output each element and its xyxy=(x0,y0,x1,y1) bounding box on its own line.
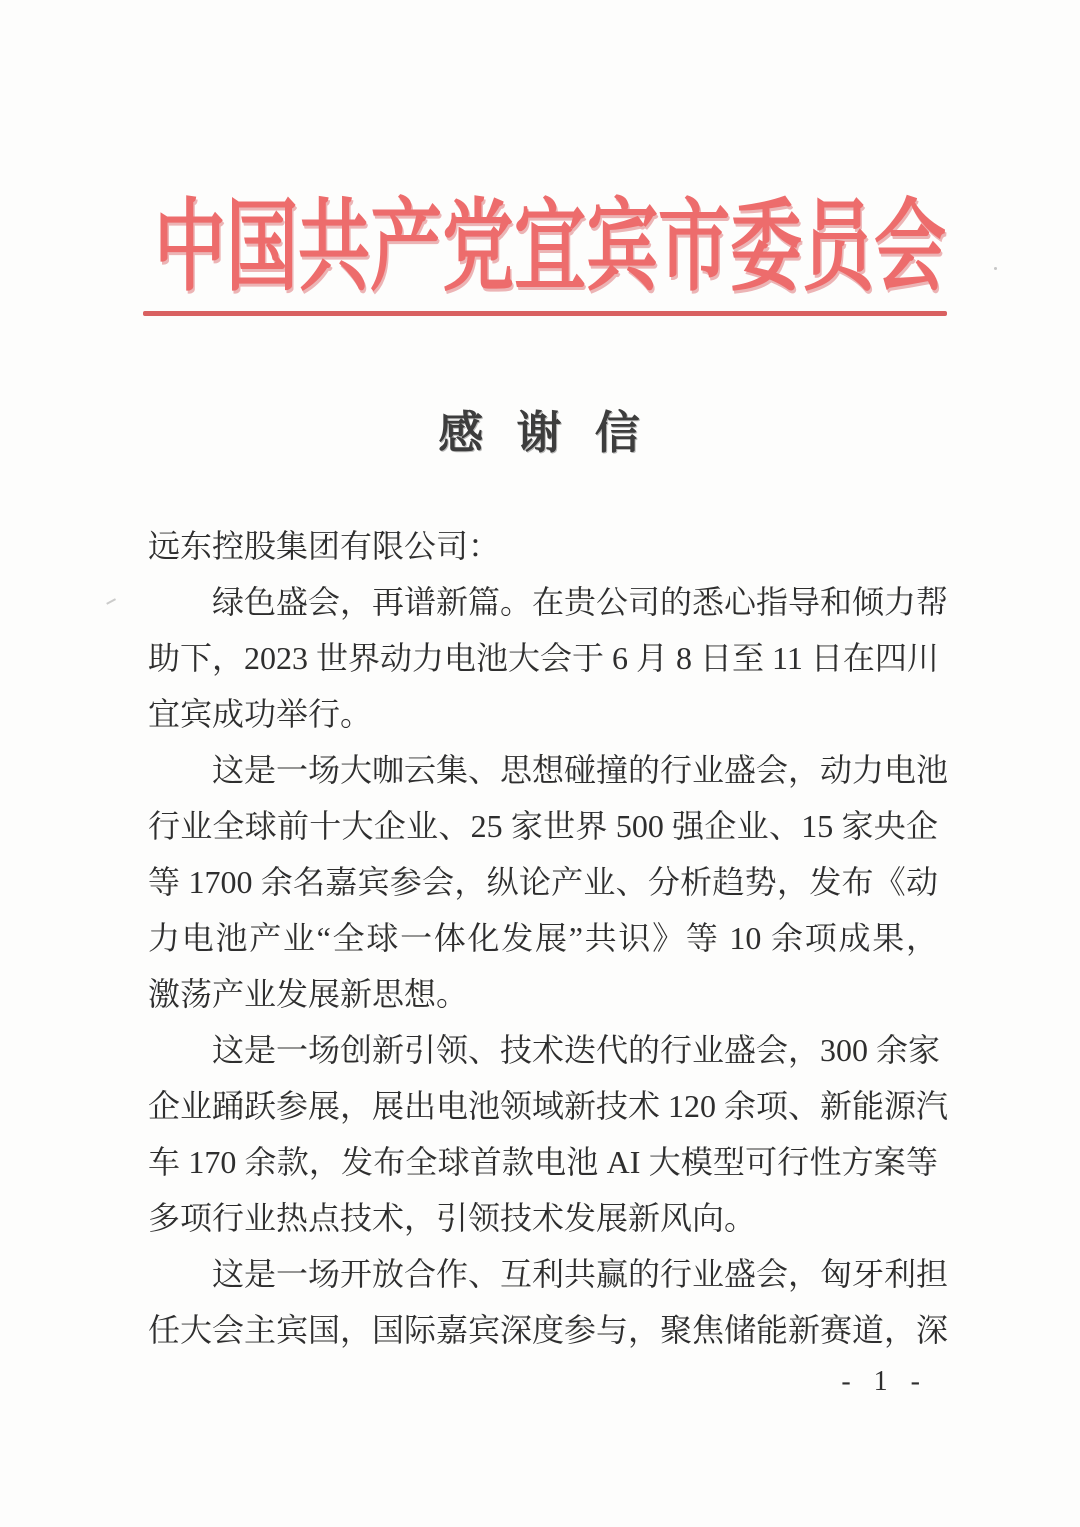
body-line: 任大会主宾国，国际嘉宾深度参与，聚焦储能新赛道，深 xyxy=(148,1312,949,1348)
letterhead xyxy=(0,188,1080,308)
letterhead-rule xyxy=(143,311,947,316)
body-line: 力电池产业“全球一体化发展”共识》等 10 余项成果， xyxy=(148,920,938,956)
body-line: 激荡产业发展新思想。 xyxy=(148,976,469,1012)
body-line: 绿色盛会，再谱新篇。在贵公司的悉心指导和倾力帮 xyxy=(212,584,949,620)
document-title: 感 谢 信 xyxy=(438,408,642,458)
body-line: 这是一场创新引领、技术迭代的行业盛会，300 余家 xyxy=(212,1032,941,1068)
body-line: 宜宾成功举行。 xyxy=(148,696,373,732)
letterhead-title: 中国共产党宜宾市委员会 xyxy=(153,192,946,303)
scan-speck xyxy=(102,590,116,604)
body-line: 这是一场开放合作、互利共赢的行业盛会，匈牙利担 xyxy=(212,1256,949,1292)
body-line: 多项行业热点技术，引领技术发展新风向。 xyxy=(148,1200,757,1236)
page-number: - 1 - xyxy=(841,1366,928,1397)
body-line: 等 1700 余名嘉宾参会，纵论产业、分析趋势，发布《动 xyxy=(148,864,938,900)
body-line: 车 170 余款，发布全球首款电池 AI 大模型可行性方案等 xyxy=(148,1144,938,1180)
body-line: 企业踊跃参展，展出电池领域新技术 120 余项、新能源汽 xyxy=(148,1088,949,1124)
body-line: 这是一场大咖云集、思想碰撞的行业盛会，动力电池 xyxy=(212,752,949,788)
body-line: 行业全球前十大企业、25 家世界 500 强企业、15 家央企 xyxy=(148,808,938,844)
body-line: 助下，2023 世界动力电池大会于 6 月 8 日至 11 日在四川 xyxy=(148,640,939,676)
letter-body xyxy=(148,518,949,1358)
scan-speck xyxy=(994,267,997,270)
body-line-salutation: 远东控股集团有限公司： xyxy=(148,528,501,564)
